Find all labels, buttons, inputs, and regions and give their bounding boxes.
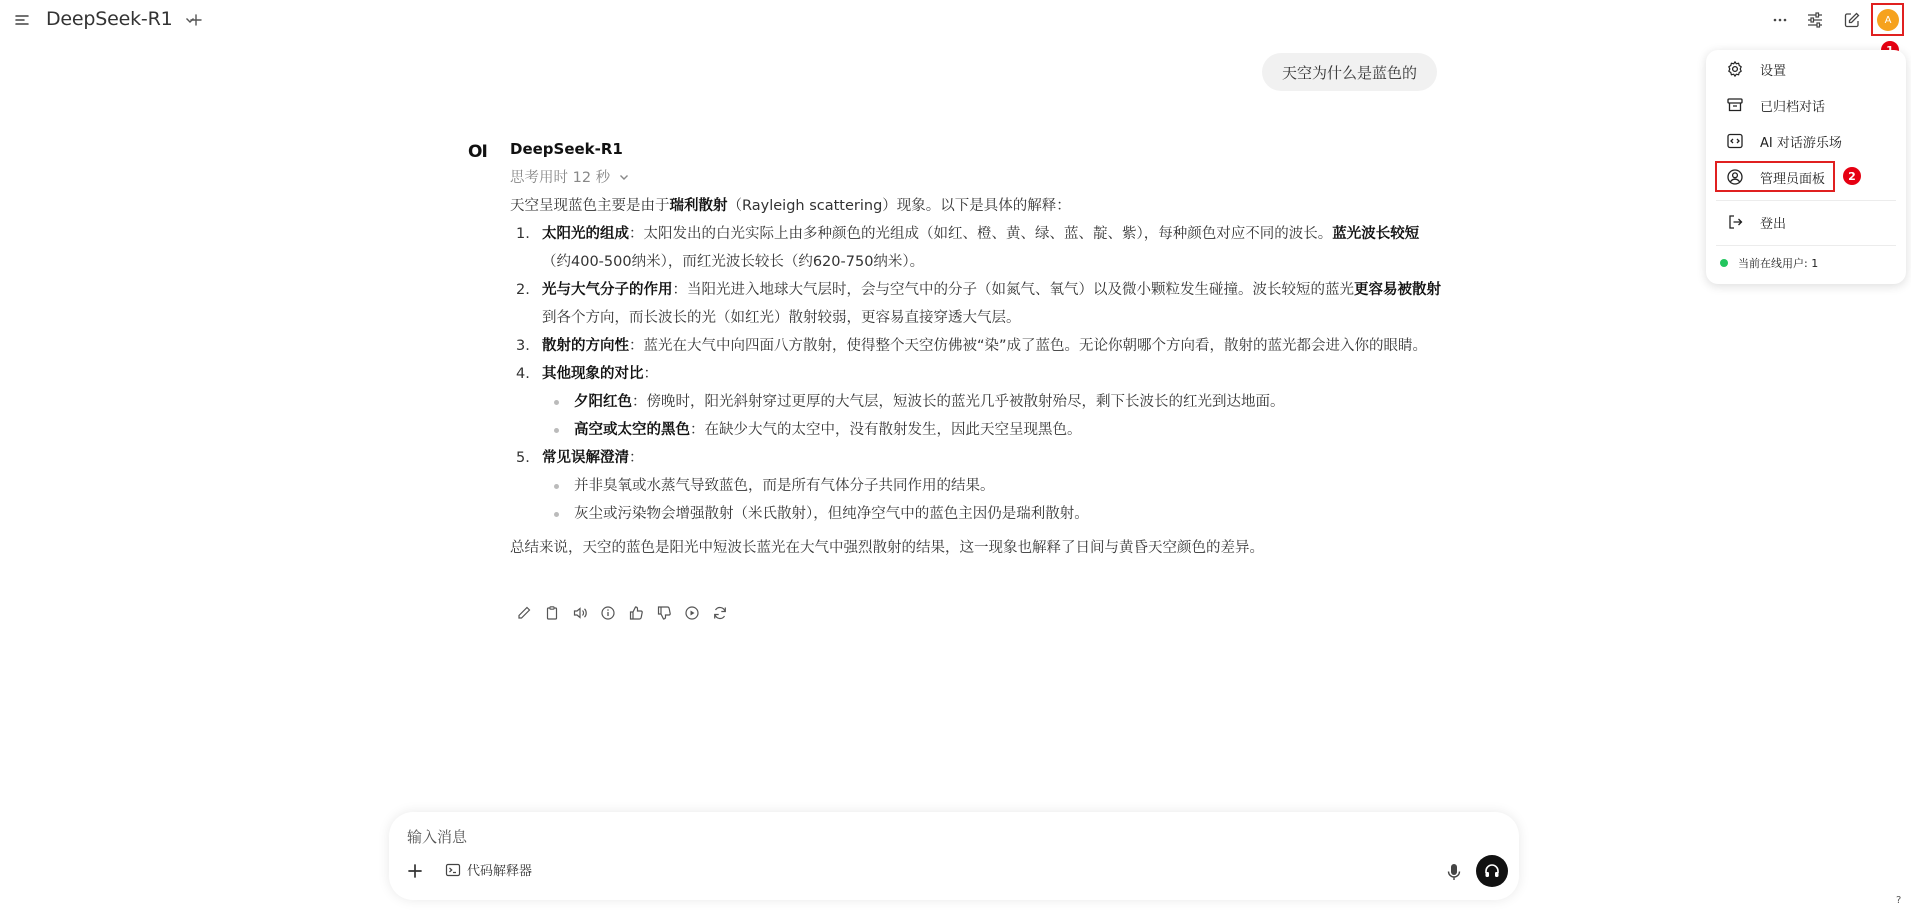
thumbs-up-icon [628, 605, 644, 621]
thumbs-down-icon [656, 605, 672, 621]
menu-divider [1716, 245, 1896, 246]
message-input[interactable]: 输入消息 [407, 828, 468, 846]
top-bar [0, 0, 1911, 40]
logout-icon [1726, 213, 1744, 231]
avatar-initial: A [1884, 14, 1892, 26]
user-message-text: 天空为什么是蓝色的 [1282, 63, 1418, 82]
voice-mode-button[interactable] [1476, 855, 1508, 887]
chevron-down-icon [618, 171, 630, 183]
add-model-button[interactable] [182, 6, 210, 34]
intro-paragraph: 天空呈现蓝色主要是由于瑞利散射（Rayleigh scattering）现象。以下是具体的解释： [510, 198, 1071, 214]
copy-button[interactable] [542, 603, 562, 623]
model-name: DeepSeek-R1 [46, 8, 173, 30]
speaker-icon [572, 605, 588, 621]
annotation-badge-2: 2 [1843, 167, 1861, 185]
pencil-icon [516, 605, 532, 621]
menu-item-label: 登出 [1760, 216, 1787, 232]
assistant-logo: OI [468, 142, 487, 162]
menu-divider [1716, 200, 1896, 201]
code-interpreter-button[interactable] [445, 860, 532, 879]
microphone-icon [1443, 861, 1465, 883]
highlight-box-admin [1715, 161, 1835, 192]
code-interpreter-label: 代码解释器 [467, 864, 533, 879]
highlight-box-avatar [1871, 3, 1904, 36]
user-message-bubble [1262, 53, 1437, 91]
message-composer [389, 812, 1519, 900]
menu-item-label: 管理员面板 [1760, 171, 1826, 187]
sidebar-toggle-button[interactable] [8, 6, 36, 34]
online-users-label: 当前在线用户: 1 [1738, 257, 1819, 270]
model-selector[interactable] [46, 8, 196, 30]
headphones-icon [1483, 862, 1501, 880]
code-icon [1726, 132, 1744, 150]
thumbs-down-button[interactable] [654, 603, 674, 623]
edit-message-button[interactable] [514, 603, 534, 623]
refresh-icon [712, 605, 728, 621]
menu-item-archived-chats[interactable] [1714, 90, 1898, 120]
sliders-icon [1806, 11, 1824, 29]
menu-item-settings[interactable] [1714, 54, 1898, 84]
thinking-toggle[interactable] [510, 166, 630, 187]
help-button[interactable]: ? [1896, 895, 1902, 906]
sub-list-item: 并非臭氧或水蒸气导致蓝色，而是所有气体分子共同作用的结果。 [510, 472, 1442, 500]
archive-icon [1726, 96, 1744, 114]
ellipsis-icon [1772, 12, 1788, 28]
play-circle-icon [684, 605, 700, 621]
attach-button[interactable] [403, 859, 427, 883]
menu-item-label: 已归档对话 [1760, 99, 1826, 115]
assistant-message-content [510, 192, 1442, 562]
assistant-name: DeepSeek-R1 [510, 140, 623, 158]
online-users-status [1720, 255, 1818, 271]
menu-item-label: AI 对话游乐场 [1760, 135, 1842, 151]
regenerate-button[interactable] [710, 603, 730, 623]
continue-response-button[interactable] [682, 603, 702, 623]
conclusion-paragraph: 总结来说，天空的蓝色是阳光中短波长蓝光在大气中强烈散射的结果，这一现象也解释了日间与黄昏天空颜色的差异。 [510, 540, 1264, 556]
list-item: 3. 散射的方向性：蓝光在大气中向四面八方散射，使得整个天空仿佛被“染”成了蓝色。无论你朝哪个方向看，散射的蓝光都会进入你的眼睛。 [516, 338, 1428, 354]
generation-info-button[interactable] [598, 603, 618, 623]
controls-button[interactable] [1801, 6, 1829, 34]
menu-item-logout[interactable] [1714, 207, 1898, 237]
gear-icon [1726, 60, 1744, 78]
terminal-icon [445, 862, 461, 878]
list-item: 4. 其他现象的对比： [516, 366, 658, 382]
plus-icon [189, 13, 203, 27]
list-item: 5. 常见误解澄清： [516, 450, 644, 466]
menu-icon [14, 12, 30, 28]
list-item: 1. 太阳光的组成：太阳发出的白光实际上由多种颜色的光组成（如红、橙、黄、绿、蓝、靛、紫），每种颜色对应不同的波长。蓝光波长较短（约400-500纳米），而红光波长较长（约620-750纳米）。 [516, 226, 1420, 270]
info-icon [600, 605, 616, 621]
menu-item-label: 设置 [1760, 63, 1787, 79]
new-chat-button[interactable] [1838, 6, 1866, 34]
sub-list-item: 灰尘或污染物会增强散射（米氏散射），但纯净空气中的蓝色主因仍是瑞利散射。 [510, 500, 1442, 528]
menu-item-playground[interactable] [1714, 126, 1898, 156]
message-actions [514, 603, 730, 623]
read-aloud-button[interactable] [570, 603, 590, 623]
thinking-duration: 思考用时 12 秒 [510, 170, 611, 186]
clipboard-icon [544, 605, 560, 621]
edit-icon [1843, 11, 1861, 29]
plus-icon [403, 859, 427, 883]
sub-list-item: 高空或太空的黑色：在缺少大气的太空中，没有散射发生，因此天空呈现黑色。 [510, 416, 1442, 444]
voice-input-button[interactable] [1443, 861, 1465, 883]
more-options-button[interactable] [1766, 6, 1794, 34]
online-dot-icon [1720, 259, 1728, 267]
sub-list-item: 夕阳红色：傍晚时，阳光斜射穿过更厚的大气层，短波长的蓝光几乎被散射殆尽，剩下长波长的红光到达地面。 [510, 388, 1442, 416]
list-item: 2. 光与大气分子的作用：当阳光进入地球大气层时，会与空气中的分子（如氮气、氧气）以及微小颗粒发生碰撞。波长较短的蓝光更容易被散射到各个方向，而长波长的光（如红光）散射较弱，更容易直接穿透大气层。 [516, 282, 1441, 326]
thumbs-up-button[interactable] [626, 603, 646, 623]
